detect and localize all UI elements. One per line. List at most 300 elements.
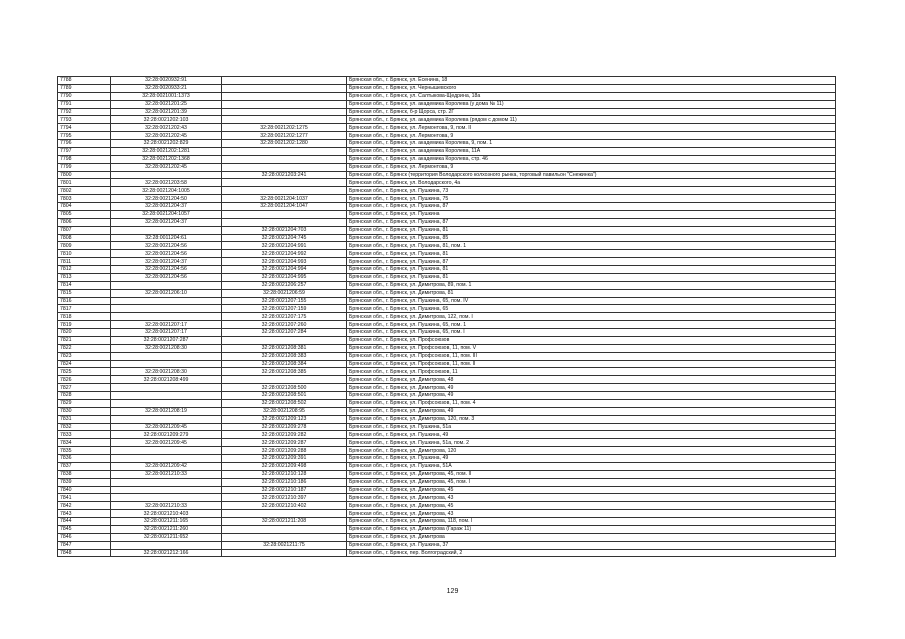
table-row bbox=[58, 100, 836, 108]
row-number-cell: 7799 bbox=[58, 163, 111, 171]
land-cadastral-number-cell bbox=[111, 494, 222, 502]
table-row bbox=[58, 541, 836, 549]
building-cadastral-number-cell bbox=[222, 84, 347, 92]
address-cell: Брянская обл., г. Брянск, ул. Пушкина bbox=[347, 210, 836, 218]
building-cadastral-number-cell bbox=[222, 179, 347, 187]
row-number-cell: 7791 bbox=[58, 100, 111, 108]
land-cadastral-number-cell: 32:28:0021209:45 bbox=[111, 439, 222, 447]
building-cadastral-number-cell: 32:28:0021207:175 bbox=[222, 313, 347, 321]
row-number-cell: 7840 bbox=[58, 486, 111, 494]
land-cadastral-number-cell: 32:28:0021202:103 bbox=[111, 116, 222, 124]
address-cell: Брянская обл., г. Брянск, ул. Чернышевского bbox=[347, 84, 836, 92]
land-cadastral-number-cell: 32:28:0021204:56 bbox=[111, 273, 222, 281]
land-cadastral-number-cell: 32:28:0021210:33 bbox=[111, 502, 222, 510]
address-cell: Брянская обл., г. Брянск, ул. Лермонтова, 9 bbox=[347, 132, 836, 140]
building-cadastral-number-cell bbox=[222, 549, 347, 557]
row-number-cell: 7826 bbox=[58, 376, 111, 384]
land-cadastral-number-cell: 32:28:0021202:43 bbox=[111, 124, 222, 132]
row-number-cell: 7816 bbox=[58, 297, 111, 305]
land-cadastral-number-cell: 32:28:0021204:56 bbox=[111, 242, 222, 250]
table-row bbox=[58, 305, 836, 313]
land-cadastral-number-cell: 32:28:0021204:56 bbox=[111, 266, 222, 274]
row-number-cell: 7820 bbox=[58, 329, 111, 337]
building-cadastral-number-cell: 32:28:0021211:75 bbox=[222, 541, 347, 549]
building-cadastral-number-cell bbox=[222, 100, 347, 108]
table-row bbox=[58, 155, 836, 163]
table-row bbox=[58, 384, 836, 392]
table-row bbox=[58, 242, 836, 250]
table-row bbox=[58, 289, 836, 297]
building-cadastral-number-cell: 32:28:0021207:284 bbox=[222, 329, 347, 337]
land-cadastral-number-cell: 32:28:0021209:279 bbox=[111, 431, 222, 439]
building-cadastral-number-cell bbox=[222, 155, 347, 163]
table-row bbox=[58, 195, 836, 203]
land-cadastral-number-cell: 32:28:0021203:58 bbox=[111, 179, 222, 187]
land-cadastral-number-cell: 32:28:0021204:1005 bbox=[111, 187, 222, 195]
table-row bbox=[58, 415, 836, 423]
table-row bbox=[58, 360, 836, 368]
address-cell: Брянская обл., г. Брянск, пер. Волгоградский, 2 bbox=[347, 549, 836, 557]
table-row bbox=[58, 329, 836, 337]
table-row bbox=[58, 77, 836, 85]
address-cell: Брянская обл., г. Брянск, ул. Есенина, 18 bbox=[347, 77, 836, 85]
building-cadastral-number-cell: 32:28:0021210:402 bbox=[222, 502, 347, 510]
table-row bbox=[58, 234, 836, 242]
row-number-cell: 7801 bbox=[58, 179, 111, 187]
row-number-cell: 7810 bbox=[58, 250, 111, 258]
address-cell: Брянская обл., г. Брянск, ул. Димитрова, 45 bbox=[347, 486, 836, 494]
row-number-cell: 7838 bbox=[58, 470, 111, 478]
building-cadastral-number-cell: 32:28:0021211:208 bbox=[222, 518, 347, 526]
row-number-cell: 7839 bbox=[58, 478, 111, 486]
address-cell: Брянская обл., г. Брянск, ул. Димитрова, 118, пом. I bbox=[347, 518, 836, 526]
table-row bbox=[58, 368, 836, 376]
land-cadastral-number-cell: 32:28:0021210:403 bbox=[111, 510, 222, 518]
land-cadastral-number-cell: 32:28:0021208:30 bbox=[111, 368, 222, 376]
land-cadastral-number-cell: 32:28:0021207:287 bbox=[111, 336, 222, 344]
table-row bbox=[58, 179, 836, 187]
table-row bbox=[58, 266, 836, 274]
building-cadastral-number-cell bbox=[222, 187, 347, 195]
land-cadastral-number-cell: 32:28:0020933:21 bbox=[111, 84, 222, 92]
row-number-cell: 7843 bbox=[58, 510, 111, 518]
table-row bbox=[58, 250, 836, 258]
table-row bbox=[58, 92, 836, 100]
address-cell: Брянская обл., г. Брянск, ул. Салтыкова-Щедрина, 18а bbox=[347, 92, 836, 100]
table-row bbox=[58, 147, 836, 155]
building-cadastral-number-cell: 32:28:0021203:241 bbox=[222, 171, 347, 179]
table-row bbox=[58, 163, 836, 171]
building-cadastral-number-cell: 32:28:0021207:260 bbox=[222, 321, 347, 329]
table-row bbox=[58, 321, 836, 329]
table-row bbox=[58, 108, 836, 116]
land-cadastral-number-cell: 32:28:0021204:50 bbox=[111, 195, 222, 203]
building-cadastral-number-cell: 32:28:0021209:282 bbox=[222, 431, 347, 439]
table-row bbox=[58, 549, 836, 557]
building-cadastral-number-cell: 32:28:0021204:995 bbox=[222, 273, 347, 281]
row-number-cell: 7819 bbox=[58, 321, 111, 329]
land-cadastral-number-cell bbox=[111, 541, 222, 549]
row-number-cell: 7833 bbox=[58, 431, 111, 439]
row-number-cell: 7835 bbox=[58, 447, 111, 455]
building-cadastral-number-cell: 32:28:0021210:186 bbox=[222, 478, 347, 486]
building-cadastral-number-cell: 32:28:0021206:257 bbox=[222, 281, 347, 289]
row-number-cell: 7832 bbox=[58, 423, 111, 431]
building-cadastral-number-cell: 32:28:0021209:391 bbox=[222, 455, 347, 463]
row-number-cell: 7808 bbox=[58, 234, 111, 242]
row-number-cell: 7818 bbox=[58, 313, 111, 321]
building-cadastral-number-cell bbox=[222, 108, 347, 116]
address-cell: Брянская обл., г. Брянск, ул. Профсоюзов, 11 bbox=[347, 368, 836, 376]
land-cadastral-number-cell bbox=[111, 399, 222, 407]
building-cadastral-number-cell bbox=[222, 116, 347, 124]
building-cadastral-number-cell bbox=[222, 218, 347, 226]
building-cadastral-number-cell: 32:28:0021204:992 bbox=[222, 250, 347, 258]
page-number: 129 bbox=[446, 588, 459, 595]
building-cadastral-number-cell: 32:28:0021209:278 bbox=[222, 423, 347, 431]
building-cadastral-number-cell bbox=[222, 510, 347, 518]
land-cadastral-number-cell bbox=[111, 447, 222, 455]
table-row bbox=[58, 124, 836, 132]
table-row bbox=[58, 297, 836, 305]
row-number-cell: 7837 bbox=[58, 462, 111, 470]
property-register-table bbox=[57, 76, 836, 557]
land-cadastral-number-cell: 32:28:0021202:1368 bbox=[111, 155, 222, 163]
table-row bbox=[58, 313, 836, 321]
table-row bbox=[58, 116, 836, 124]
row-number-cell: 7815 bbox=[58, 289, 111, 297]
row-number-cell: 7814 bbox=[58, 281, 111, 289]
row-number-cell: 7825 bbox=[58, 368, 111, 376]
row-number-cell: 7812 bbox=[58, 266, 111, 274]
row-number-cell: 7841 bbox=[58, 494, 111, 502]
address-cell: Брянская обл., г. Брянск, ул. Пушкина, 49 bbox=[347, 431, 836, 439]
row-number-cell: 7828 bbox=[58, 392, 111, 400]
address-cell: Брянская обл., г. Брянск (территория Володарского колхозного рынка, торговый павильон "Снежинка") bbox=[347, 171, 836, 179]
building-cadastral-number-cell: 32:28:0021204:703 bbox=[222, 226, 347, 234]
land-cadastral-number-cell: 32:28:0021208:19 bbox=[111, 407, 222, 415]
building-cadastral-number-cell: 32:28:0021209:123 bbox=[222, 415, 347, 423]
building-cadastral-number-cell bbox=[222, 525, 347, 533]
building-cadastral-number-cell: 32:28:0021208:384 bbox=[222, 360, 347, 368]
address-cell: Брянская обл., г. Брянск, ул. Димитрова, 45, пом. I bbox=[347, 478, 836, 486]
table-row bbox=[58, 203, 836, 211]
address-cell: Брянская обл., г. Брянск, ул. Пушкина, 37 bbox=[347, 541, 836, 549]
table-row bbox=[58, 439, 836, 447]
table-row bbox=[58, 502, 836, 510]
building-cadastral-number-cell: 32:28:0021208:501 bbox=[222, 392, 347, 400]
land-cadastral-number-cell: 32:28:0021001:1373 bbox=[111, 92, 222, 100]
building-cadastral-number-cell bbox=[222, 77, 347, 85]
building-cadastral-number-cell: 32:28:0021210:397 bbox=[222, 494, 347, 502]
row-number-cell: 7844 bbox=[58, 518, 111, 526]
land-cadastral-number-cell bbox=[111, 384, 222, 392]
table-row bbox=[58, 447, 836, 455]
land-cadastral-number-cell: 32:28:0021204:1057 bbox=[111, 210, 222, 218]
building-cadastral-number-cell: 32:28:0021209:498 bbox=[222, 462, 347, 470]
row-number-cell: 7836 bbox=[58, 455, 111, 463]
address-cell: Брянская обл., г. Брянск, ул. Лермонтова, 9 bbox=[347, 163, 836, 171]
land-cadastral-number-cell: 32:28:0021208:30 bbox=[111, 344, 222, 352]
address-cell: Брянская обл., г. Брянск, ул. академика Королева, 11А bbox=[347, 147, 836, 155]
table-row bbox=[58, 455, 836, 463]
land-cadastral-number-cell: 32:28:0021210:33 bbox=[111, 470, 222, 478]
address-cell: Брянская обл., г. Брянск, ул. Пушкина, 65, пом. 1 bbox=[347, 321, 836, 329]
row-number-cell: 7830 bbox=[58, 407, 111, 415]
building-cadastral-number-cell bbox=[222, 147, 347, 155]
land-cadastral-number-cell: 32:28:0021211:165 bbox=[111, 518, 222, 526]
building-cadastral-number-cell bbox=[222, 376, 347, 384]
row-number-cell: 7847 bbox=[58, 541, 111, 549]
address-cell: Брянская обл., г. Брянск, ул. Пушкина, 51а, пом. 2 bbox=[347, 439, 836, 447]
row-number-cell: 7789 bbox=[58, 84, 111, 92]
table-row bbox=[58, 281, 836, 289]
land-cadastral-number-cell: 32:28:0021211:652 bbox=[111, 533, 222, 541]
building-cadastral-number-cell: 32:28:0021204:1047 bbox=[222, 203, 347, 211]
building-cadastral-number-cell: 32:28:0021206:59 bbox=[222, 289, 347, 297]
table-row bbox=[58, 226, 836, 234]
row-number-cell: 7811 bbox=[58, 258, 111, 266]
row-number-cell: 7804 bbox=[58, 203, 111, 211]
land-cadastral-number-cell bbox=[111, 486, 222, 494]
address-cell: Брянская обл., г. Брянск, ул. Димитрова, 45, пом. II bbox=[347, 470, 836, 478]
land-cadastral-number-cell: 32:28:0021209:45 bbox=[111, 423, 222, 431]
address-cell: Брянская обл., г. Брянск, ул. Димитрова, 120, пом. 3 bbox=[347, 415, 836, 423]
address-cell: Брянская обл., г. Брянск, ул. Пушкина, 87 bbox=[347, 258, 836, 266]
row-number-cell: 7796 bbox=[58, 140, 111, 148]
land-cadastral-number-cell: 32:28:0021206:10 bbox=[111, 289, 222, 297]
table-row bbox=[58, 525, 836, 533]
address-cell: Брянская обл., г. Брянск, ул. Пушкина, 81 bbox=[347, 250, 836, 258]
land-cadastral-number-cell bbox=[111, 281, 222, 289]
row-number-cell: 7846 bbox=[58, 533, 111, 541]
address-cell: Брянская обл., г. Брянск, ул. академика Королева (рядом с домом 11) bbox=[347, 116, 836, 124]
table-row bbox=[58, 376, 836, 384]
building-cadastral-number-cell: 32:28:0021208:385 bbox=[222, 368, 347, 376]
row-number-cell: 7797 bbox=[58, 147, 111, 155]
row-number-cell: 7790 bbox=[58, 92, 111, 100]
row-number-cell: 7829 bbox=[58, 399, 111, 407]
land-cadastral-number-cell: 32:28:0020932:91 bbox=[111, 77, 222, 85]
address-cell: Брянская обл., г. Брянск, ул. академика Королева (у дома № 11) bbox=[347, 100, 836, 108]
address-cell: Брянская обл., г. Брянск, б-р Щорса, стр. 2Г bbox=[347, 108, 836, 116]
land-cadastral-number-cell bbox=[111, 305, 222, 313]
land-cadastral-number-cell bbox=[111, 478, 222, 486]
address-cell: Брянская обл., г. Брянск, ул. Димитрова, 45 bbox=[347, 502, 836, 510]
land-cadastral-number-cell: 32:28:0021204:37 bbox=[111, 258, 222, 266]
row-number-cell: 7793 bbox=[58, 116, 111, 124]
building-cadastral-number-cell: 32:28:0021204:745 bbox=[222, 234, 347, 242]
row-number-cell: 7834 bbox=[58, 439, 111, 447]
land-cadastral-number-cell: 32:28:0011204:61 bbox=[111, 234, 222, 242]
building-cadastral-number-cell: 32:28:0021208:95 bbox=[222, 407, 347, 415]
row-number-cell: 7803 bbox=[58, 195, 111, 203]
address-cell: Брянская обл., г. Брянск, ул. академика Королева, 9, пом. 1 bbox=[347, 140, 836, 148]
row-number-cell: 7802 bbox=[58, 187, 111, 195]
address-cell: Брянская обл., г. Брянск, ул. Димитрова, 49 bbox=[347, 392, 836, 400]
table-row bbox=[58, 510, 836, 518]
row-number-cell: 7827 bbox=[58, 384, 111, 392]
row-number-cell: 7800 bbox=[58, 171, 111, 179]
table-row bbox=[58, 132, 836, 140]
address-cell: Брянская обл., г. Брянск, ул. Димитрова, 49 bbox=[347, 407, 836, 415]
row-number-cell: 7805 bbox=[58, 210, 111, 218]
address-cell: Брянская обл., г. Брянск, ул. Димитрова (Гараж 11) bbox=[347, 525, 836, 533]
row-number-cell: 7831 bbox=[58, 415, 111, 423]
building-cadastral-number-cell: 32:28:0021204:994 bbox=[222, 266, 347, 274]
table-row bbox=[58, 470, 836, 478]
address-cell: Брянская обл., г. Брянск, ул. Димитрова, 49 bbox=[347, 384, 836, 392]
land-cadastral-number-cell: 32:28:0021201:39 bbox=[111, 108, 222, 116]
address-cell: Брянская обл., г. Брянск, ул. Димитрова, 48 bbox=[347, 376, 836, 384]
building-cadastral-number-cell: 32:28:0021204:993 bbox=[222, 258, 347, 266]
address-cell: Брянская обл., г. Брянск, ул. Димитрова, 81 bbox=[347, 289, 836, 297]
building-cadastral-number-cell: 32:28:0021208:502 bbox=[222, 399, 347, 407]
land-cadastral-number-cell: 32:28:0021202:829 bbox=[111, 140, 222, 148]
address-cell: Брянская обл., г. Брянск, ул. Пушкина, 81 bbox=[347, 226, 836, 234]
address-cell: Брянская обл., г. Брянск, ул. Пушкина, 65 bbox=[347, 305, 836, 313]
row-number-cell: 7821 bbox=[58, 336, 111, 344]
address-cell: Брянская обл., г. Брянск, ул. Профсоюзов bbox=[347, 336, 836, 344]
building-cadastral-number-cell: 32:28:0021208:383 bbox=[222, 352, 347, 360]
table-row bbox=[58, 84, 836, 92]
address-cell: Брянская обл., г. Брянск, ул. Пушкина, 75 bbox=[347, 195, 836, 203]
address-cell: Брянская обл., г. Брянск, ул. Димитрова, 43 bbox=[347, 494, 836, 502]
address-cell: Брянская обл., г. Брянск, ул. Профсоюзов, 11, пом. 4 bbox=[347, 399, 836, 407]
table-row bbox=[58, 533, 836, 541]
row-number-cell: 7845 bbox=[58, 525, 111, 533]
building-cadastral-number-cell bbox=[222, 163, 347, 171]
land-cadastral-number-cell bbox=[111, 415, 222, 423]
land-cadastral-number-cell bbox=[111, 455, 222, 463]
address-cell: Брянская обл., г. Брянск, ул. Пушкина, 85 bbox=[347, 234, 836, 242]
building-cadastral-number-cell: 32:28:0021207:155 bbox=[222, 297, 347, 305]
table-row bbox=[58, 140, 836, 148]
land-cadastral-number-cell: 32:28:0021207:17 bbox=[111, 329, 222, 337]
address-cell: Брянская обл., г. Брянск, ул. Лермонтова, 9, пом. II bbox=[347, 124, 836, 132]
land-cadastral-number-cell: 32:28:0021208:499 bbox=[111, 376, 222, 384]
building-cadastral-number-cell: 32:28:0021208:500 bbox=[222, 384, 347, 392]
land-cadastral-number-cell bbox=[111, 352, 222, 360]
land-cadastral-number-cell bbox=[111, 392, 222, 400]
table-row bbox=[58, 462, 836, 470]
address-cell: Брянская обл., г. Брянск, ул. Пушкина, 73 bbox=[347, 187, 836, 195]
row-number-cell: 7807 bbox=[58, 226, 111, 234]
row-number-cell: 7842 bbox=[58, 502, 111, 510]
table-row bbox=[58, 407, 836, 415]
address-cell: Брянская обл., г. Брянск, ул. академика Королева, стр. 46 bbox=[347, 155, 836, 163]
table-row bbox=[58, 431, 836, 439]
building-cadastral-number-cell: 32:28:0021208:381 bbox=[222, 344, 347, 352]
table-row bbox=[58, 423, 836, 431]
address-cell: Брянская обл., г. Брянск, ул. Пушкина, 81 bbox=[347, 273, 836, 281]
register-table-body bbox=[58, 77, 836, 557]
building-cadastral-number-cell bbox=[222, 336, 347, 344]
address-cell: Брянская обл., г. Брянск, ул. Пушкина, 65, пом. I bbox=[347, 329, 836, 337]
address-cell: Брянская обл., г. Брянск, ул. Димитрова, 43 bbox=[347, 510, 836, 518]
land-cadastral-number-cell bbox=[111, 297, 222, 305]
building-cadastral-number-cell: 32:28:0021202:1275 bbox=[222, 124, 347, 132]
row-number-cell: 7817 bbox=[58, 305, 111, 313]
building-cadastral-number-cell bbox=[222, 533, 347, 541]
row-number-cell: 7813 bbox=[58, 273, 111, 281]
row-number-cell: 7848 bbox=[58, 549, 111, 557]
table-row bbox=[58, 171, 836, 179]
building-cadastral-number-cell bbox=[222, 92, 347, 100]
row-number-cell: 7792 bbox=[58, 108, 111, 116]
address-cell: Брянская обл., г. Брянск, ул. Пушкина, 81, пом. 1 bbox=[347, 242, 836, 250]
table-row bbox=[58, 486, 836, 494]
building-cadastral-number-cell: 32:28:0021207:159 bbox=[222, 305, 347, 313]
row-number-cell: 7794 bbox=[58, 124, 111, 132]
row-number-cell: 7795 bbox=[58, 132, 111, 140]
row-number-cell: 7823 bbox=[58, 352, 111, 360]
row-number-cell: 7788 bbox=[58, 77, 111, 85]
land-cadastral-number-cell: 32:28:0021211:260 bbox=[111, 525, 222, 533]
address-cell: Брянская обл., г. Брянск, ул. Профсоюзов, 11, пом. V bbox=[347, 344, 836, 352]
land-cadastral-number-cell: 32:28:0021204:37 bbox=[111, 218, 222, 226]
land-cadastral-number-cell: 32:28:0021212:166 bbox=[111, 549, 222, 557]
table-row bbox=[58, 210, 836, 218]
table-row bbox=[58, 187, 836, 195]
land-cadastral-number-cell: 32:28:0021202:45 bbox=[111, 163, 222, 171]
table-row bbox=[58, 336, 836, 344]
building-cadastral-number-cell: 32:28:0021204:1037 bbox=[222, 195, 347, 203]
building-cadastral-number-cell bbox=[222, 210, 347, 218]
address-cell: Брянская обл., г. Брянск, ул. Димитрова bbox=[347, 533, 836, 541]
address-cell: Брянская обл., г. Брянск, ул. Димитрова, 89, пом. 1 bbox=[347, 281, 836, 289]
building-cadastral-number-cell: 32:28:0021210:187 bbox=[222, 486, 347, 494]
table-row bbox=[58, 399, 836, 407]
land-cadastral-number-cell: 32:28:0021204:56 bbox=[111, 250, 222, 258]
building-cadastral-number-cell: 32:28:0021202:1277 bbox=[222, 132, 347, 140]
land-cadastral-number-cell bbox=[111, 360, 222, 368]
address-cell: Брянская обл., г. Брянск, ул. Пушкина, 87 bbox=[347, 203, 836, 211]
land-cadastral-number-cell bbox=[111, 226, 222, 234]
address-cell: Брянская обл., г. Брянск, ул. Пушкина, 51А bbox=[347, 462, 836, 470]
row-number-cell: 7806 bbox=[58, 218, 111, 226]
table-row bbox=[58, 258, 836, 266]
table-row bbox=[58, 392, 836, 400]
address-cell: Брянская обл., г. Брянск, ул. Димитрова, 120 bbox=[347, 447, 836, 455]
address-cell: Брянская обл., г. Брянск, ул. Пушкина, 81 bbox=[347, 266, 836, 274]
row-number-cell: 7822 bbox=[58, 344, 111, 352]
address-cell: Брянская обл., г. Брянск, ул. Пушкина, 51а bbox=[347, 423, 836, 431]
land-cadastral-number-cell: 32:28:0021201:25 bbox=[111, 100, 222, 108]
land-cadastral-number-cell: 32:28:0021209:42 bbox=[111, 462, 222, 470]
address-cell: Брянская обл., г. Брянск, ул. Пушкина, 65, пом. IV bbox=[347, 297, 836, 305]
building-cadastral-number-cell: 32:28:0021202:1280 bbox=[222, 140, 347, 148]
table-row bbox=[58, 494, 836, 502]
table-row bbox=[58, 273, 836, 281]
building-cadastral-number-cell: 32:28:0021204:991 bbox=[222, 242, 347, 250]
building-cadastral-number-cell: 32:28:0021210:128 bbox=[222, 470, 347, 478]
table-row bbox=[58, 478, 836, 486]
land-cadastral-number-cell: 32:28:0021204:37 bbox=[111, 203, 222, 211]
table-row bbox=[58, 344, 836, 352]
address-cell: Брянская обл., г. Брянск, ул. Пушкина, 49 bbox=[347, 455, 836, 463]
land-cadastral-number-cell bbox=[111, 171, 222, 179]
row-number-cell: 7809 bbox=[58, 242, 111, 250]
building-cadastral-number-cell: 32:28:0021209:287 bbox=[222, 439, 347, 447]
address-cell: Брянская обл., г. Брянск, ул. Профсоюзов, 11, пом. II bbox=[347, 360, 836, 368]
address-cell: Брянская обл., г. Брянск, ул. Профсоюзов, 11, пом. III bbox=[347, 352, 836, 360]
table-row bbox=[58, 518, 836, 526]
address-cell: Брянская обл., г. Брянск, ул. Володарского, 4а bbox=[347, 179, 836, 187]
table-row bbox=[58, 352, 836, 360]
address-cell: Брянская обл., г. Брянск, ул. Димитрова, 122, пом. I bbox=[347, 313, 836, 321]
building-cadastral-number-cell: 32:28:0021209:288 bbox=[222, 447, 347, 455]
